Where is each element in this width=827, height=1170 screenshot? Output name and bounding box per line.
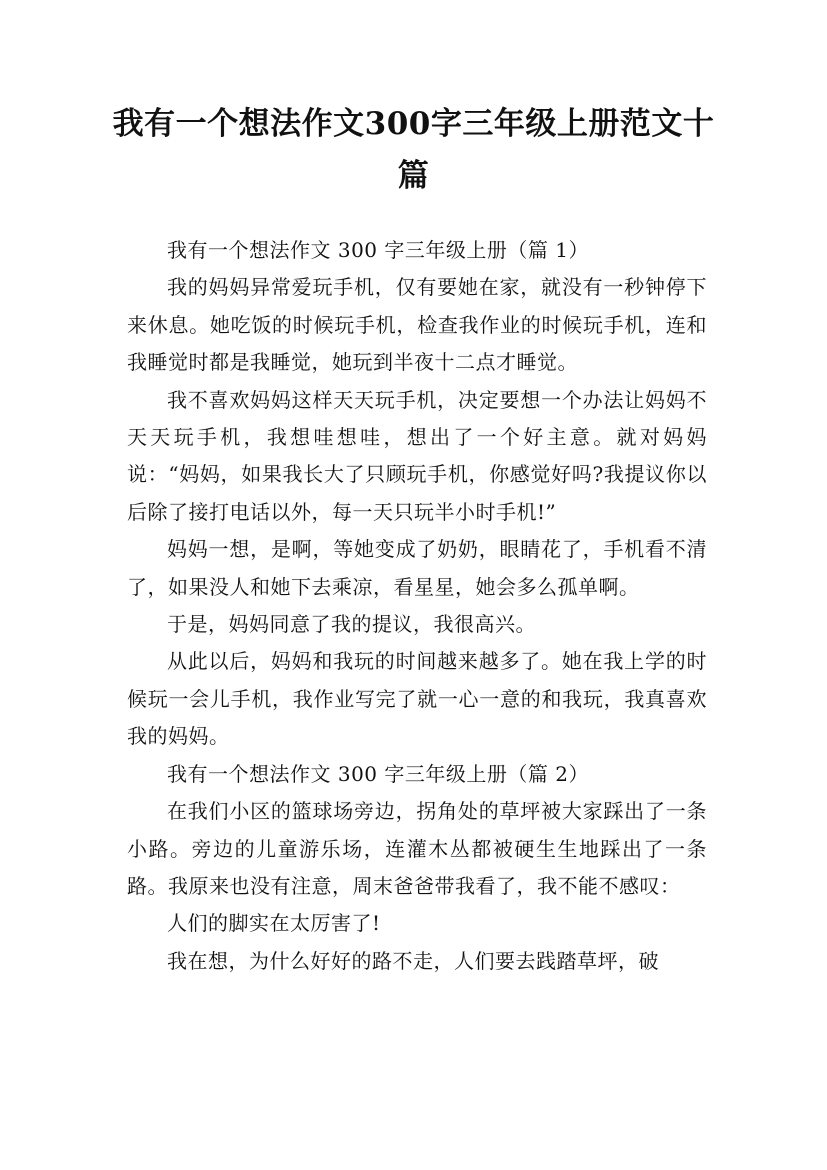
- paragraph: 妈妈一想，是啊，等她变成了奶奶，眼睛花了，手机看不清了，如果没人和她下去乘凉，看星星，她会多么孤单啊。: [127, 537, 707, 599]
- paragraph: 于是，妈妈同意了我的提议，我很高兴。: [167, 612, 536, 637]
- paragraph: 我的妈妈异常爱玩手机，仅有要她在家，就没有一秒钟停下来休息。她吃饭的时候玩手机，检查我作业的时候玩手机，连和我睡觉时都是我睡觉，她玩到半夜十二点才睡觉。: [127, 275, 707, 375]
- section-heading-1: 我有一个想法作文 300 字三年级上册（篇 1）: [167, 238, 589, 262]
- paragraph: 我不喜欢妈妈这样天天玩手机，决定要想一个办法让妈妈不天天玩手机，我想哇想哇，想出了一个好主意。就对妈妈说：“妈妈，如果我长大了只顾玩手机，你感觉好吗?我提议你以后除了接打电话以外，每一天只玩半小时手机!”: [127, 387, 707, 524]
- document-body: [127, 232, 707, 980]
- document-title: 我有一个想法作文300字三年级上册范文十篇: [112, 106, 715, 194]
- paragraph: 人们的脚实在太厉害了!: [167, 911, 381, 936]
- paragraph: 我在想，为什么好好的路不走，人们要去践踏草坪，破: [167, 948, 659, 973]
- paragraph: 在我们小区的篮球场旁边，拐角处的草坪被大家踩出了一条小路。旁边的儿童游乐场，连灌木丛都被硬生生地踩出了一条路。我原来也没有注意，周末爸爸带我看了，我不能不感叹：: [127, 799, 707, 898]
- section-heading-2: 我有一个想法作文 300 字三年级上册（篇 2）: [167, 761, 589, 786]
- paragraph: 从此以后，妈妈和我玩的时间越来越多了。她在我上学的时候玩一会儿手机，我作业写完了就一心一意的和我玩，我真喜欢我的妈妈。: [127, 649, 707, 749]
